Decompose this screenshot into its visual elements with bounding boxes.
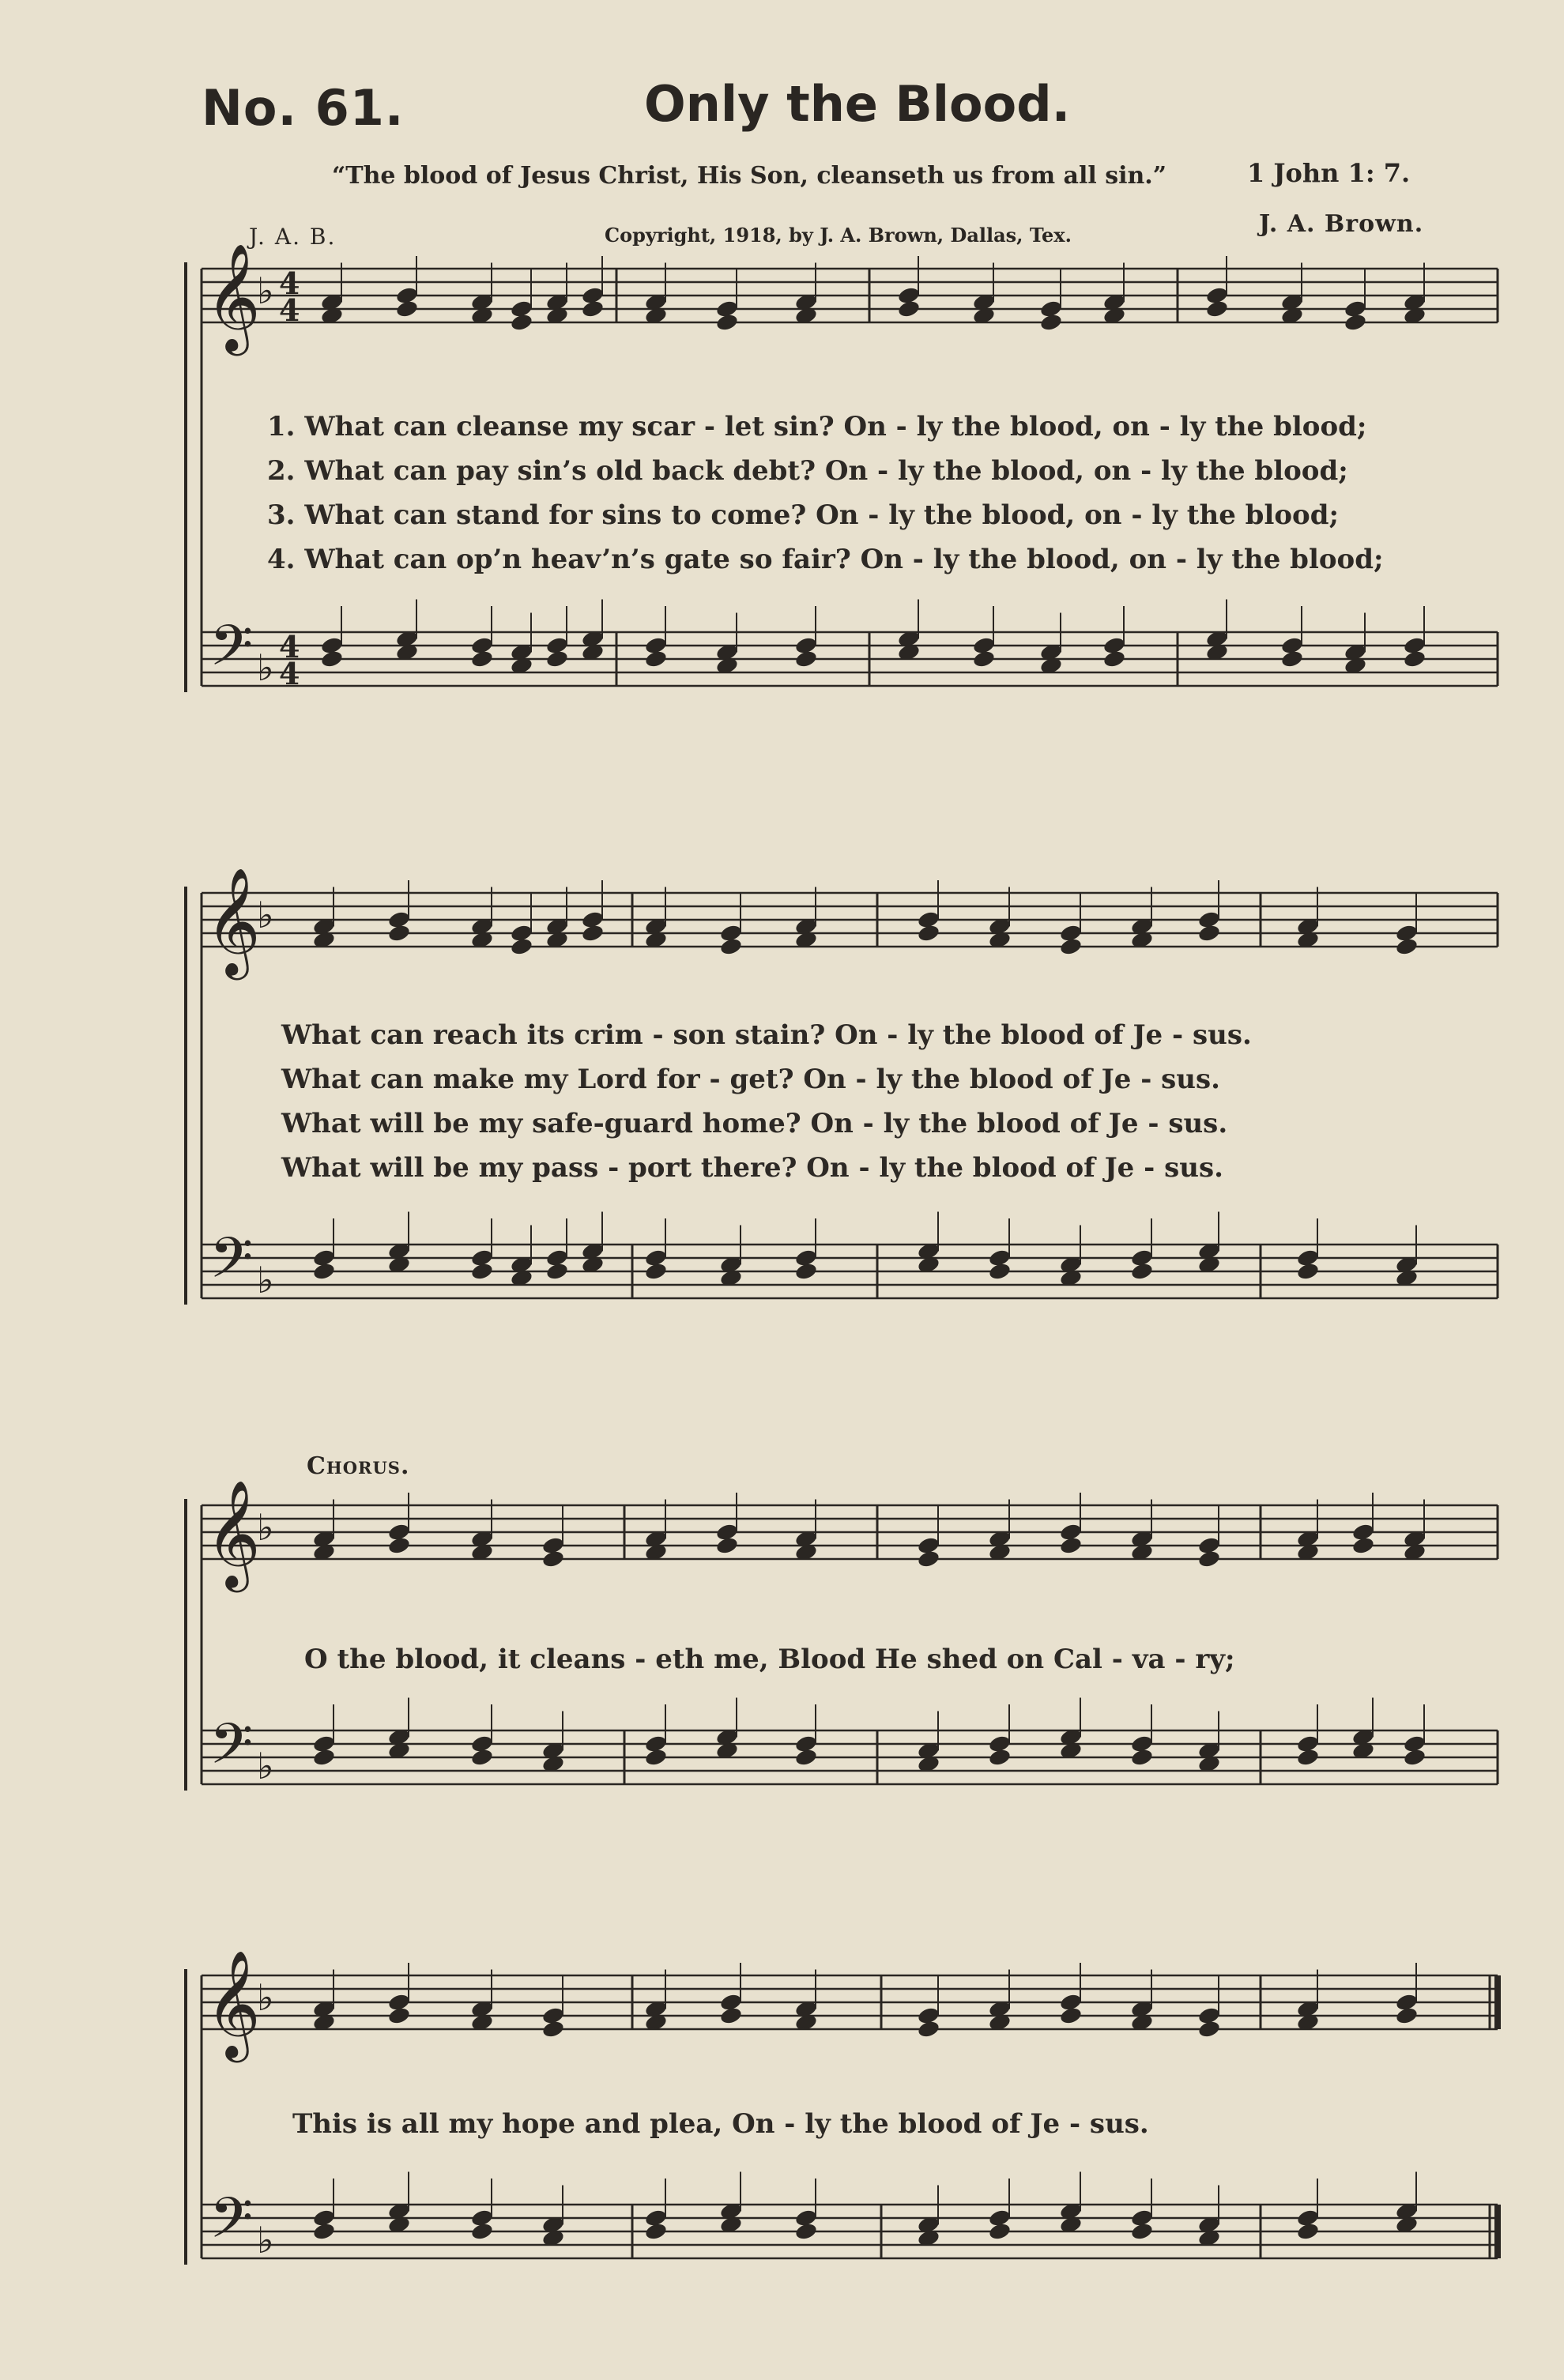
verse-3-line-1: 3. What can stand for sins to come? On - ly the blood, on - ly the blood; (267, 499, 1340, 531)
treble-chord (917, 924, 940, 943)
time-signature-bottom: 4 (279, 656, 300, 691)
treble-chord (715, 1536, 739, 1556)
treble-chord (719, 937, 743, 957)
bass-chord (1403, 650, 1426, 669)
bass-chord (988, 1262, 1012, 1282)
lyricist-initials: J. A. B. (249, 224, 337, 250)
verse-1-line-1: 1. What can cleanse my scar - let sin? On - ly the blood, on - ly the blood; (267, 411, 1367, 442)
bass-clef: 𝄢 (209, 613, 254, 692)
flat-sign: ♭ (257, 1506, 274, 1549)
bass-chord (1403, 1748, 1426, 1768)
treble-chord (1197, 1550, 1221, 1569)
bass-clef: 𝄢 (209, 1712, 254, 1791)
bass-chord (988, 2222, 1012, 2242)
treble-chord (1059, 2006, 1083, 2026)
treble-chord (1197, 2020, 1221, 2039)
treble-chord (719, 2006, 743, 2026)
bass-chord (545, 1262, 569, 1282)
treble-chord (395, 299, 419, 319)
treble-clef: 𝄞 (205, 1949, 261, 2058)
flat-sign: ♭ (257, 269, 274, 312)
flat-sign: ♭ (257, 2219, 274, 2261)
composer-name: J. A. Brown. (1259, 210, 1424, 238)
bass-chord (1296, 2222, 1320, 2242)
hymn-number: No. 61. (202, 79, 405, 137)
bass-chord (312, 1262, 336, 1282)
bass-chord (1130, 2222, 1154, 2242)
bass-chord (320, 650, 344, 669)
scripture-quote: “The blood of Jesus Christ, His Son, cleanseth us from all sin.” (332, 162, 1167, 190)
chorus-line-1: O the blood, it cleans - eth me, Blood He shed on Cal - va - ry; (304, 1644, 1235, 1675)
time-signature-top: 4 (279, 265, 300, 301)
treble-chord (1205, 299, 1229, 319)
flat-sign: ♭ (257, 646, 274, 689)
treble-chord (1395, 2006, 1419, 2026)
bass-chord (312, 1748, 336, 1768)
bass-chord (1130, 1262, 1154, 1282)
bass-chord (794, 1748, 818, 1768)
flat-sign: ♭ (257, 1259, 274, 1301)
flat-sign: ♭ (257, 1976, 274, 2019)
bass-chord (794, 2222, 818, 2242)
treble-chord (387, 2006, 411, 2026)
bass-chord (1296, 1748, 1320, 1768)
flat-sign: ♭ (257, 894, 274, 936)
treble-chord (510, 313, 533, 333)
verse-2-line-2: What can make my Lord for - get? On - ly the blood of Je - sus. (281, 1064, 1221, 1095)
bass-chord (1280, 650, 1304, 669)
treble-chord (541, 2020, 565, 2039)
bass-chord (470, 650, 494, 669)
verse-3-line-2: What will be my safe-guard home? On - ly the blood of Je - sus. (281, 1108, 1228, 1139)
treble-chord (1059, 1536, 1083, 1556)
bass-chord (644, 1748, 668, 1768)
bass-chord (644, 650, 668, 669)
treble-chord (1059, 937, 1083, 957)
time-signature-top: 4 (279, 629, 300, 665)
treble-chord (1351, 1536, 1375, 1556)
treble-chord (581, 299, 605, 319)
treble-chord (1039, 313, 1063, 333)
treble-chord (715, 313, 739, 333)
copyright-notice: Copyright, 1918, by J. A. Brown, Dallas, Tex. (605, 224, 1072, 247)
treble-chord (1395, 937, 1419, 957)
verse-2-line-1: 2. What can pay sin’s old back debt? On - ly the blood, on - ly the blood; (267, 455, 1348, 487)
chorus-line-2: This is all my hope and plea, On - ly the blood of Je - sus. (292, 2108, 1149, 2140)
time-signature-bottom: 4 (279, 292, 300, 328)
treble-clef: 𝄞 (205, 242, 261, 351)
bass-chord (545, 650, 569, 669)
bass-chord (794, 1262, 818, 1282)
bass-chord (1102, 650, 1126, 669)
bass-chord (644, 2222, 668, 2242)
bass-chord (470, 2222, 494, 2242)
bass-chord (988, 1748, 1012, 1768)
bass-chord (972, 650, 996, 669)
treble-chord (917, 1550, 940, 1569)
treble-chord (387, 1536, 411, 1556)
treble-chord (581, 924, 605, 943)
flat-sign: ♭ (257, 1745, 274, 1787)
bass-chord (644, 1262, 668, 1282)
scripture-reference: 1 John 1: 7. (1247, 158, 1411, 188)
treble-chord (387, 924, 411, 943)
treble-clef: 𝄞 (205, 1478, 261, 1587)
treble-chord (917, 2020, 940, 2039)
verse-4-line-1: 4. What can op’n heav’n’s gate so fair? On - ly the blood, on - ly the blood; (267, 544, 1384, 575)
bass-chord (1296, 1262, 1320, 1282)
verse-1-line-2: What can reach its crim - son stain? On - ly the blood of Je - sus. (281, 1019, 1252, 1051)
verse-4-line-2: What will be my pass - port there? On - ly the blood of Je - sus. (281, 1152, 1223, 1184)
bass-chord (1130, 1748, 1154, 1768)
hymn-title: Only the Blood. (644, 75, 1071, 133)
bass-chord (794, 650, 818, 669)
treble-clef: 𝄞 (205, 866, 261, 975)
chorus-label: Chorus. (307, 1452, 410, 1480)
bass-chord (470, 1262, 494, 1282)
bass-chord (312, 2222, 336, 2242)
bass-clef: 𝄢 (209, 1226, 254, 1305)
treble-chord (1344, 313, 1367, 333)
treble-chord (510, 937, 533, 957)
treble-chord (897, 299, 921, 319)
bass-chord (470, 1748, 494, 1768)
treble-chord (1197, 924, 1221, 943)
treble-chord (541, 1550, 565, 1569)
bass-clef: 𝄢 (209, 2186, 254, 2265)
